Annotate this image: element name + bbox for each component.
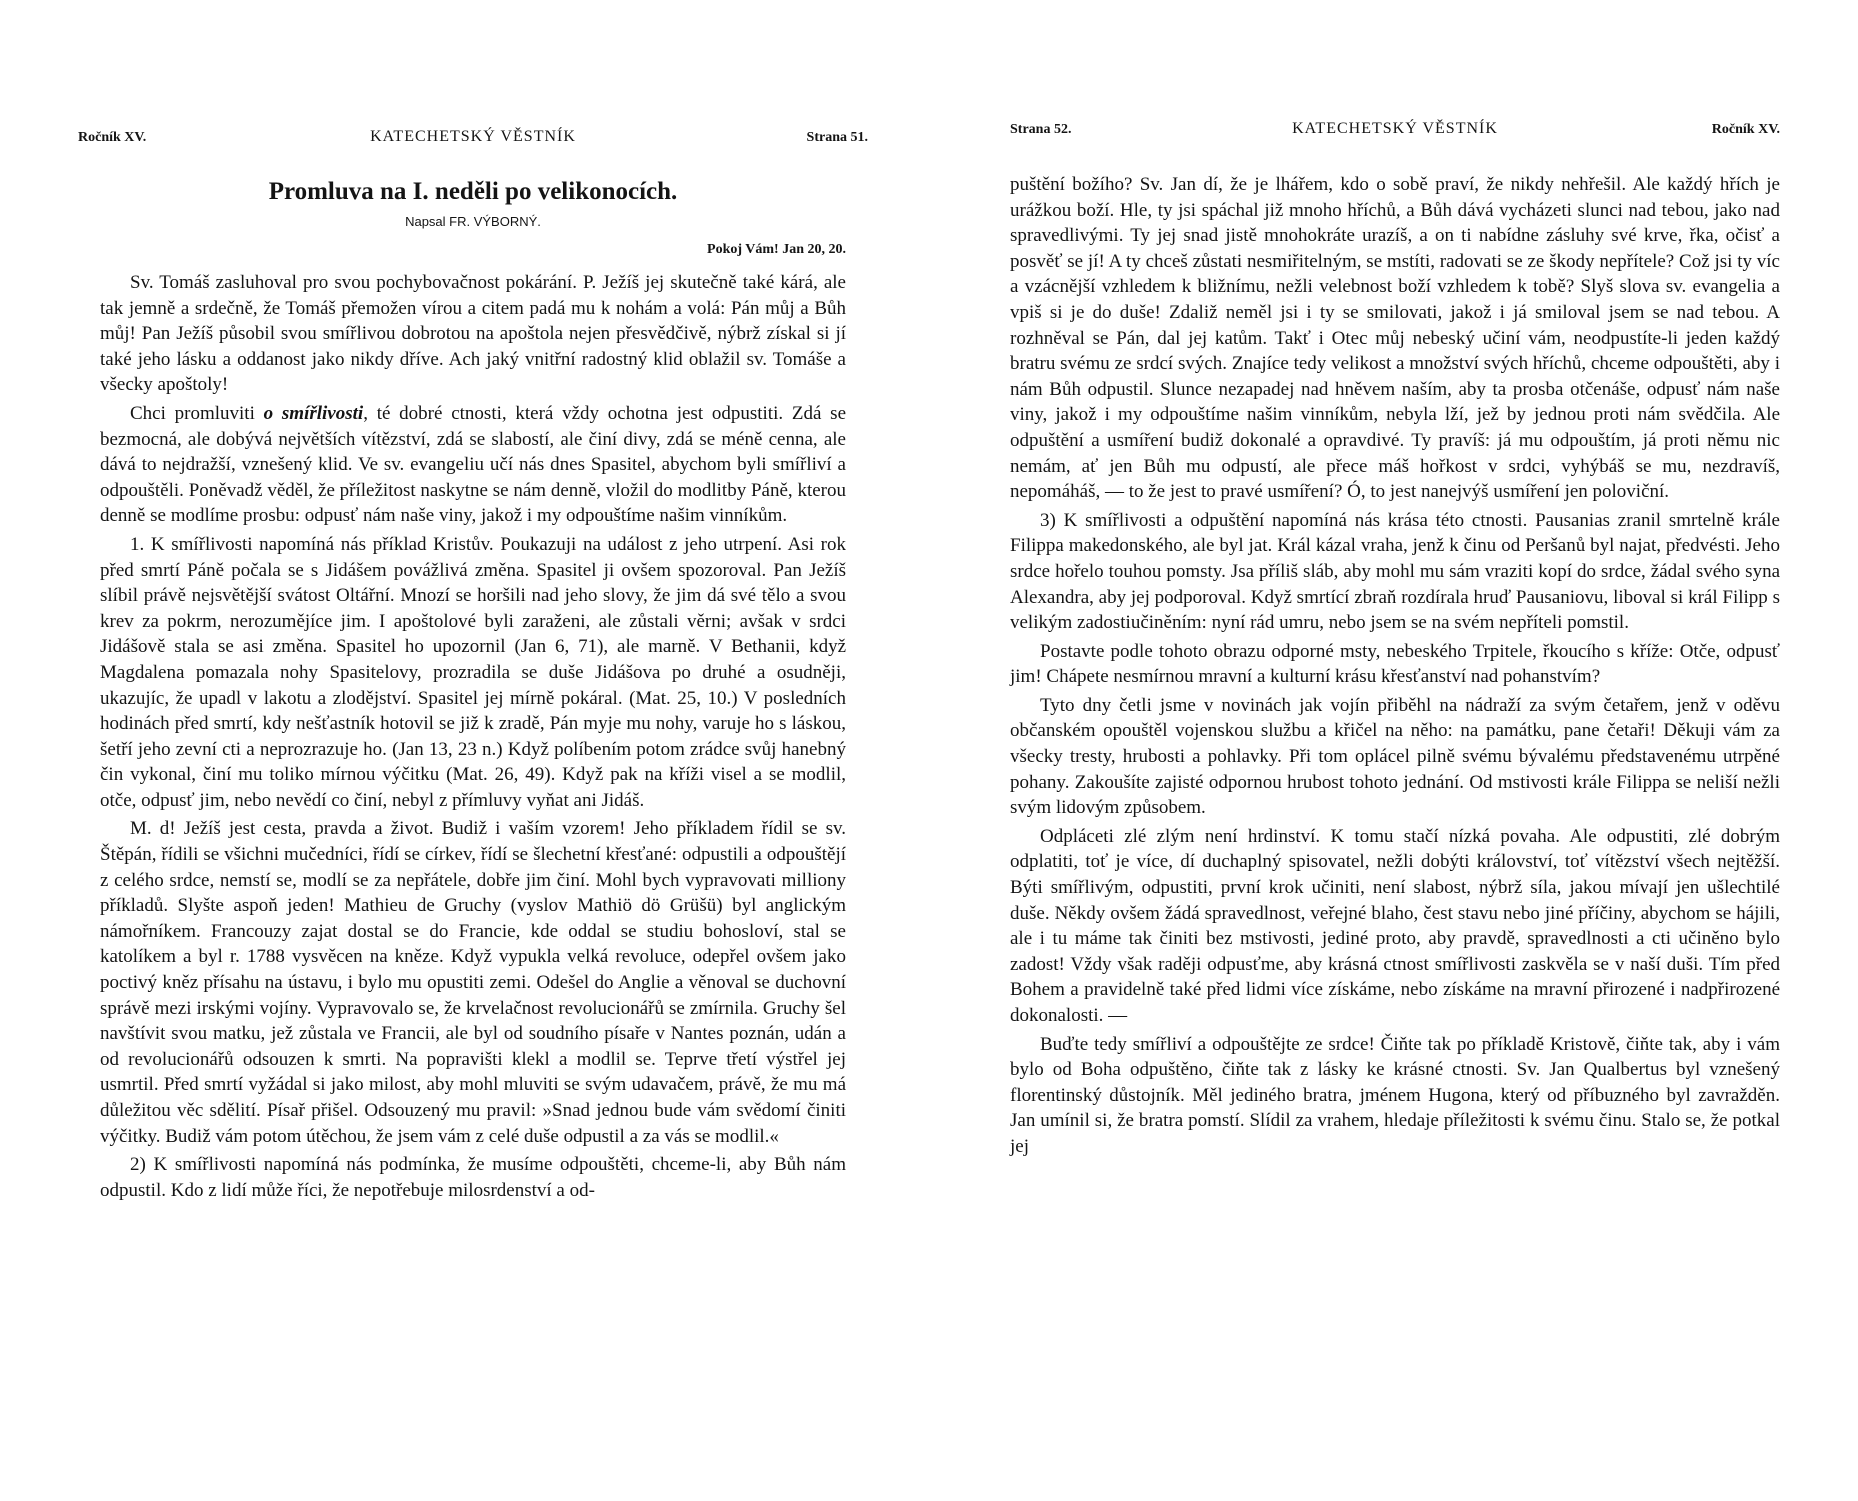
page-number: Strana 52. xyxy=(1010,122,1072,137)
emphasis-text: o smířlivosti xyxy=(263,402,364,424)
paragraph: 1. K smířlivosti napomíná nás příklad Kristův. Poukazuji na událost z jeho utrpení. Asi rok před smrtí Páně počala se s Jidášem povážlivá změna. Spasitel ji ovšem spozoroval. Pan Ježíš slíbil právě nejsvětější svátost Oltářní. Mnozí se horšili nad jeho slovy, že jim dá své tělo a svou krev za pokrm, nerozumějíce jim. I apoštolové byli zaraženi, ale zůstali věrni; avšak v srdci Jidášově stala se asi změna. Spasitel ho upozornil (Jan 6, 71), ale marně. V Bethanii, když Magdalena pomazala nohy Spasitelovy, prozradila se duše Jidášova po druhé a osudněji, ukazujíc, že upadl v lakotu a zlodějství. Spasitel jej mírně pokáral. (Mat. 25, 10.) V posledních hodinách před smrtí, kdy nešťastník hotovil se již k zradě, Pán myje mu nohy, varuje ho s láskou, šetří jeho zevní cti a neprozrazuje ho. (Jan 13, 23 n.) Když políbením potom zrádce svůj hanebný čin vykonal, činí mu toliko mírnou výčitku (Mat. 26, 49). Když pak na kříži visel a se modlil, otče, odpusť jim, nebo nevědí co činí, nebyl z přímluvy vyňat ani Jidáš. xyxy=(100,533,846,811)
left-page xyxy=(78,0,868,1501)
paragraph-text: , té dobré ctnosti, která vždy ochotna jest odpustiti. Zdá se bezmocná, ale dobývá největších vítězství, zdá se slabostí, ale činí divy, zdá se méně cenna, ale dává to nejdražší, vznešený klid. Ve sv. evangeliu učí nás dnes Spasitel, abychom byli smířliví a odpouštěli. Poněvadž věděl, že příležitost naskytne se nám denně, vložil do modlitby Páně, kterou denně se modlíme prosbu: odpusť nám naše viny, jakož i my odpouštíme našim vinníkům. xyxy=(100,402,847,527)
article-body xyxy=(1010,172,1780,1160)
paragraph: Odpláceti zlé zlým není hrdinství. K tomu stačí nízká povaha. Ale odpustiti, zlé dobrým odplatiti, toť je více, dí duchaplný spisovatel, nežli dobýti království, toť vítězství všech nejtěžší. Býti smířlivým, odpustiti, první krok učiniti, není slabost, nýbrž síla, jakou mívají jen ušlechtilé duše. Někdy ovšem žádá spravedlnost, veřejné blaho, čest stavu nebo jiné příčiny, abychom se hájili, ale i tu máme tak činiti bez mstivosti, jediné proto, aby pravdě, spravedlnosti a cti učiněno bylo zadost! Vždy však raději odpusťme, aby krásná ctnost smířlivosti zaskvěla se v naší duši. Tím před Bohem a pravidelně také před lidmi více získáme, nebo získáme na mravní přirozené i nadpřirozené dokonalosti. — xyxy=(1010,825,1780,1026)
bible-motto: Pokoj Vám! Jan 20, 20. xyxy=(707,242,846,257)
paragraph: Tyto dny četli jsme v novinách jak vojín přiběhl na nádraží za svým četařem, jenž v oděvu občanském opouštěl vojenskou službu a křičel na něho: na památku, pane četaři! Děkuji vám za všecky tresty, hrubosti a pohlavky. Při tom oplácel pilně svému bývalému představenému utrpěné pohany. Zakoušíte zajisté odpornou hrubost tohoto jednání. Od mstivosti krále Filippa se neliší nežli svým lidovým způsobem. xyxy=(1010,694,1780,819)
paragraph: 2) K smířlivosti napomíná nás podmínka, že musíme odpouštěti, chceme-li, aby Bůh nám odpustil. Kdo z lidí může říci, že nepotřebuje milosrdenství a od- xyxy=(100,1154,846,1201)
page-header xyxy=(1010,118,1780,146)
volume-label: Ročník XV. xyxy=(78,130,147,145)
page-number: Strana 51. xyxy=(806,130,868,145)
page-header xyxy=(78,126,868,154)
paragraph xyxy=(100,401,846,529)
paragraph: Buďte tedy smířliví a odpouštějte ze srdce! Čiňte tak po příkladě Kristově, čiňte tak, aby i vám bylo od Boha odpuštěno, čiňte tak z lásky ke krásné ctnosti. Sv. Jan Qualbertus byl vznešený florentinský důstojník. Měl jediného bratra, jménem Hugona, který od příbuzného byl zavražděn. Jan umínil si, že bratra pomstí. Slídil za vrahem, hledaje příležitosti k svému činu. Stalo se, že potkal jej xyxy=(1010,1033,1780,1157)
journal-title: KATECHETSKÝ VĚSTNÍK xyxy=(370,128,576,145)
volume-label: Ročník XV. xyxy=(1711,122,1780,137)
paragraph: puštění božího? Sv. Jan dí, že je lhářem, kdo o sobě praví, že nikdy nehřešil. Ale každý hřích je urážkou boží. Hle, ty jsi spáchal již mnoho hříchů, a Bůh dává vycházeti slunci nad tebou, jako nad spravedlivými. Ty jej snad jistě mnohokráte urazíš, a on ti nabídne zásluhy své krve, řka, očisť a posvěť se jí! A ty chceš zůstati nesmiřitelným, se mstíti, radovati se ze škody nepřítele? Což jsi ty víc a vzácnější vzhledem k bližnímu, nežli velebnost boží vzhledem k tobě? Slyš slova sv. evangelia a vpiš si je do duše! Zdaliž neměl jsi i ty se smilovati, jakož i já smiloval jsem se nad tebou. A rozhněval se Pán, dal jej katům. Takť i Otec můj nebeský učiní vám, neodpustíte-li jeden každý bratru svému ze srdcí svých. Znajíce tedy velikost a množství svých hříchů, chceme odpouštěti, aby i nám Bůh odpustil. Slunce nezapadej nad hněvem naším, aby ta prosba otčenáše, odpusť nám naše viny, jakož i my odpouštíme našim vinníkům, nebyla lží, jež by jednou proti nám svědčila. Ale odpuštění a usmíření budiž dokonalé a opravdivé. Ty pravíš: já mu odpouštím, já proti němu nic nemám, ať jen Bůh mu odpustí, ale přece máš hořkost v srdci, vyhýbáš se mu, nezdravíš, nepomáháš, — to že jest to pravé usmíření? Ó, to jest nanejvýš usmíření jen poloviční. xyxy=(1010,174,1780,503)
article-title: Promluva na I. neděli po velikonocích. xyxy=(268,178,678,205)
paragraph-text: Chci promluviti xyxy=(130,402,264,424)
paragraph: 3) K smířlivosti a odpuštění napomíná nás krása této ctnosti. Pausanias zranil smrtelně krále Filippa makedonského, ale byl jat. Král kázal vraha, jenž k činu od Peršanů byl najat, předvésti. Jeho srdce hořelo touhou pomsty. Jsa příliš sláb, aby mohl mu sám vraziti kopí do srdce, žádal svého syna Alexandra, aby jej podporoval. Když smrtící zbraň rozdírala hruď Pausaniovu, liboval si král Filipp s velikým zadostiučiněním: nyní rád umru, nebo jsem se na svém nepříteli pomstil. xyxy=(1010,509,1780,634)
article-body xyxy=(100,270,846,1203)
author-byline: Napsal FR. VÝBORNÝ. xyxy=(405,214,541,229)
paragraph: Postavte podle tohoto obrazu odporné msty, nebeského Trpitele, řkoucího s kříže: Otče, odpusť jim! Chápete nesmírnou mravní a kulturní krásu křesťanství nad pohanstvím? xyxy=(1010,640,1780,688)
paragraph: M. d! Ježíš jest cesta, pravda a život. Budiž i vaším vzorem! Jeho příkladem řídil se sv. Štěpán, řídili se všichni mučedníci, řídí se církev, řídí se šlechetní křesťané: odpustili a odpouštějí z celého srdce, nemstí se, modlí se za nepřátele, dobře jim činí. Mohl bych vypravovati milliony příkladů. Slyšte aspoň jeden! Mathieu de Gruchy (vyslov Mathiö dö Grüšü) byl anglickým námořníkem. Francouzy zajat dostal se do Francie, kde oddal se studiu bohosloví, stal se katolíkem a byl r. 1788 vysvěcen na kněze. Když vypukla velká revoluce, odepřel ovšem jako poctivý kněz přísahu na ústavu, i bylo mu opustiti zemi. Odešel do Anglie a věnoval se duchovní správě mezi irskými vojíny. Vypravovalo se, že krvelačnost revolucionářů se zmírnila. Gruchy šel navštívit svou matku, jež zůstala ve Francii, ale byl od soudního písaře v Nantes poznán, udán a od revolucionářů odsouzen k smrti. Na popravišti klekl a modlil se. Teprve třetí výstřel jej usmrtil. Před smrtí vyžádal si jako milost, aby mohl mluviti se svým udavačem, právě, že mu má důležitou věc sdělití. Písař přišel. Odsouzený mu pravil: »Snad jednou bude vám svědomí činiti výčitky. Budiž vám potom útěchou, že jsem vám z celé duše odpustil a za vás se modlil.« xyxy=(100,818,846,1147)
paragraph: Sv. Tomáš zasluhoval pro svou pochybovačnost pokárání. P. Ježíš jej skutečně také kárá, ale tak jemně a srdečně, že Tomáš přemožen vírou a citem padá mu k nohám a volá: Pán můj a Bůh můj! Pan Ježíš působil svou smířlivou dobrotou na apoštola nejen přesvědčivě, nýbrž získal si jí také jeho lásku a oddanost jako nikdy dříve. Ach jaký vnitřní radostný klid oblažil sv. Tomáše a všecky apoštoly! xyxy=(100,272,846,396)
journal-title: KATECHETSKÝ VĚSTNÍK xyxy=(1292,120,1498,137)
right-page xyxy=(1010,0,1780,1501)
